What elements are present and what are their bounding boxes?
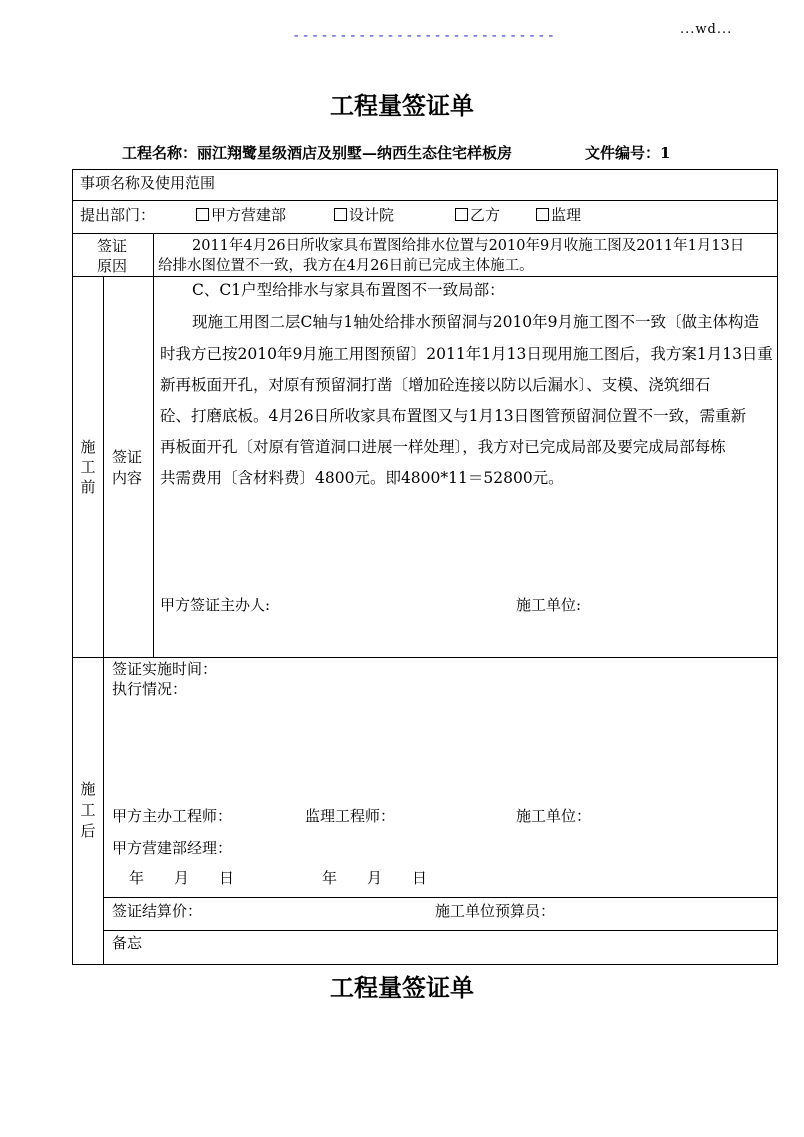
- section-after-char: 工: [80, 801, 96, 819]
- content-line: 再板面开孔〔对原有管道洞口进展一样处理〕，我方对已完成局部及要完成局部每栋: [160, 438, 726, 456]
- table-border-right: [777, 169, 778, 965]
- checkbox-supervision[interactable]: 监理: [536, 206, 581, 224]
- manager-label: 甲方营建部经理：: [112, 839, 233, 857]
- implementation-time-label: 签证实施时间：: [112, 660, 218, 678]
- header-wd: ...wd...: [680, 22, 733, 37]
- execution-status-label: 执行情况：: [112, 680, 188, 698]
- content-line: 新再板面开孔，对原有预留洞打凿〔增加砼连接以防以后漏水〕、支模、浇筑细石: [160, 376, 711, 394]
- row-divider: [72, 233, 778, 234]
- department-label: 提出部门：: [80, 206, 156, 224]
- section-before-char: 施: [80, 438, 96, 456]
- content-line: 现施工用图二层C轴与1轴处给排水预留洞与2010年9月施工图不一致〔做主体构造: [192, 313, 760, 331]
- column-divider: [153, 233, 154, 657]
- checkbox-party-b[interactable]: 乙方: [455, 206, 500, 224]
- table-border-top: [72, 169, 778, 170]
- item-name-label: 事项名称及使用范围: [80, 174, 216, 192]
- section-before-char: 工: [80, 458, 96, 476]
- date-field-2: 年 月 日: [322, 869, 428, 887]
- content-line: 共需费用〔含材料费〕4800元。即4800*11＝52800元。: [160, 469, 564, 487]
- checkbox-party-a[interactable]: 甲方营建部: [196, 206, 286, 224]
- budgeter-label: 施工单位预算员：: [435, 902, 556, 920]
- row-divider: [72, 276, 778, 277]
- section-after-char: 后: [80, 822, 96, 840]
- memo-label: 备忘: [112, 934, 143, 952]
- contractor-label: 施工单位:: [516, 596, 582, 614]
- row-divider: [72, 657, 778, 658]
- supervisor-label: 监理工程师：: [305, 807, 396, 825]
- reason-text-1: 2011年4月26日所收家具布置图给排水位置与2010年9月收施工图及2011年1月13日: [192, 238, 745, 254]
- page-title: 工程量签证单: [330, 91, 474, 120]
- project-name: 工程名称：丽江翔鹭星级酒店及别墅—纳西生态住宅样板房: [122, 144, 513, 162]
- content-line: 时我方已按2010年9月施工用图预留〕2011年1月13日现用施工图后，我方案1月13日重: [160, 345, 773, 363]
- row-divider: [103, 897, 778, 898]
- engineer-label: 甲方主办工程师：: [112, 807, 233, 825]
- content-line: 砼、打磨底板。4月26日所收家具布置图又与1月13日图管预留洞位置不一致，需重新: [160, 407, 747, 425]
- content-label-1: 签证: [112, 448, 143, 466]
- checkbox-box[interactable]: [196, 208, 209, 221]
- row-divider: [103, 930, 778, 931]
- column-divider: [103, 276, 104, 965]
- contractor-after-label: 施工单位：: [516, 807, 592, 825]
- row-divider: [72, 200, 778, 201]
- reason-label-1: 签证: [97, 237, 128, 255]
- checkbox-box[interactable]: [334, 208, 347, 221]
- table-border-bottom: [72, 964, 778, 965]
- project-line: [122, 142, 671, 163]
- checkbox-design-institute[interactable]: 设计院: [334, 206, 394, 224]
- reason-label-2: 原因: [97, 257, 128, 275]
- header-dashes: ----------------------------: [292, 28, 557, 44]
- document-number: 文件编号：1: [585, 144, 671, 162]
- checkbox-box[interactable]: [455, 208, 468, 221]
- page-title-bottom: 工程量签证单: [330, 973, 474, 1002]
- section-after-char: 施: [80, 780, 96, 798]
- reason-text-2: 给排水图位置不一致，我方在4月26日前已完成主体施工。: [158, 258, 534, 274]
- date-field-1: 年 月 日: [129, 869, 235, 887]
- settlement-price-label: 签证结算价：: [112, 902, 203, 920]
- content-label-2: 内容: [112, 469, 143, 487]
- section-before-char: 前: [80, 478, 96, 496]
- table-border-left: [72, 169, 73, 965]
- content-line: C、C1户型给排水与家具布置图不一致局部：: [192, 281, 505, 299]
- party-a-signer-label: 甲方签证主办人:: [160, 596, 271, 614]
- checkbox-box[interactable]: [536, 208, 549, 221]
